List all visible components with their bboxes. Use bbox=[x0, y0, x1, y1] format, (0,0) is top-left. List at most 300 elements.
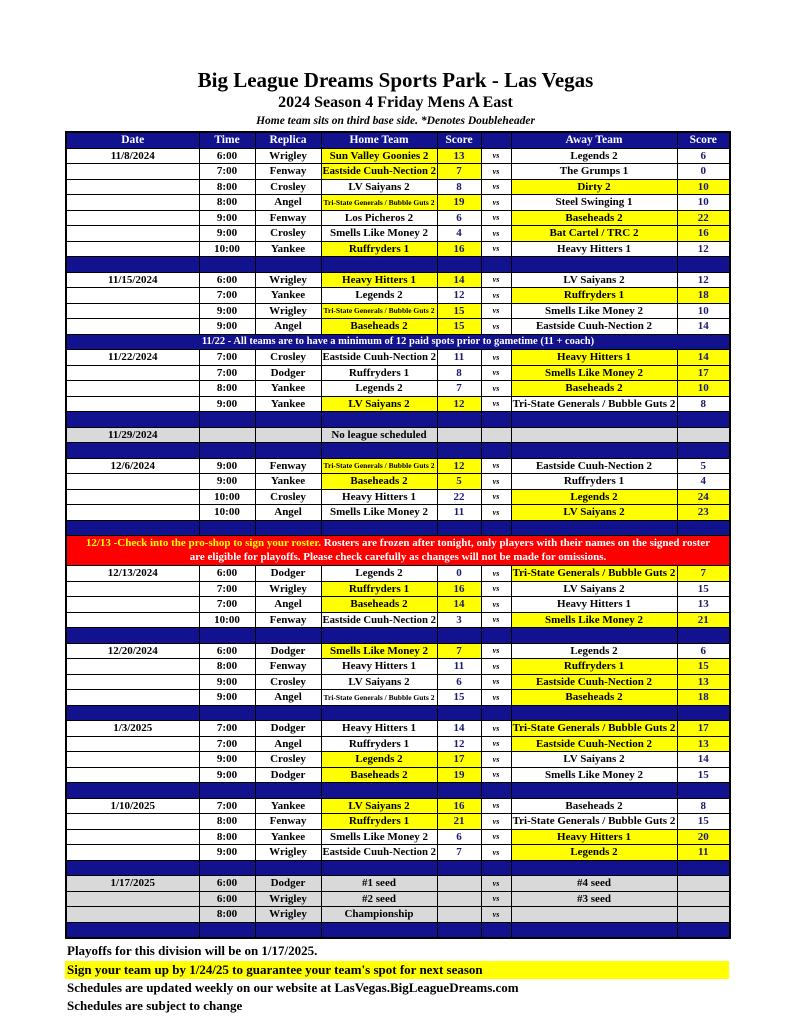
replica-cell: Angel bbox=[255, 195, 321, 211]
column-header-score: Score bbox=[437, 132, 481, 148]
home-score-cell: 12 bbox=[437, 736, 481, 752]
date-cell bbox=[66, 845, 199, 861]
time-cell: 6:00 bbox=[199, 891, 255, 907]
away-score-cell: 22 bbox=[677, 210, 730, 226]
divider-cell bbox=[677, 412, 730, 428]
home-team-cell: Heavy Hitters 1 bbox=[321, 721, 437, 737]
date-cell bbox=[66, 736, 199, 752]
away-score-cell: 20 bbox=[677, 829, 730, 845]
date-cell bbox=[66, 474, 199, 490]
divider-cell bbox=[255, 520, 321, 536]
vs-label: vs bbox=[481, 241, 511, 257]
away-team-cell: LV Saiyans 2 bbox=[511, 272, 677, 288]
replica-cell: Dodger bbox=[255, 566, 321, 582]
date-cell bbox=[66, 396, 199, 412]
time-cell: 10:00 bbox=[199, 489, 255, 505]
replica-cell: Yankee bbox=[255, 241, 321, 257]
away-score-cell: 13 bbox=[677, 736, 730, 752]
divider-cell bbox=[255, 443, 321, 459]
away-score-cell: 6 bbox=[677, 148, 730, 164]
signup-note: Sign your team up by 1/24/25 to guarantee your team's spot for next season bbox=[65, 961, 729, 979]
divider-cell bbox=[437, 705, 481, 721]
home-score-cell bbox=[437, 907, 481, 923]
home-score-cell: 21 bbox=[437, 814, 481, 830]
time-cell: 6:00 bbox=[199, 643, 255, 659]
date-cell: 11/15/2024 bbox=[66, 272, 199, 288]
home-team-cell: Tri-State Generals / Bubble Guts 2 bbox=[321, 458, 437, 474]
divider-cell bbox=[481, 257, 511, 273]
divider-cell bbox=[677, 257, 730, 273]
time-cell: 9:00 bbox=[199, 226, 255, 242]
vs-label: vs bbox=[481, 474, 511, 490]
divider-cell bbox=[255, 922, 321, 938]
divider-cell bbox=[437, 783, 481, 799]
home-team-cell: Baseheads 2 bbox=[321, 597, 437, 613]
time-cell: 7:00 bbox=[199, 288, 255, 304]
away-score-cell: 4 bbox=[677, 474, 730, 490]
game-row bbox=[66, 612, 730, 628]
away-score-cell: 8 bbox=[677, 798, 730, 814]
time-cell: 8:00 bbox=[199, 829, 255, 845]
subject-to-change-note: Schedules are subject to change bbox=[67, 998, 243, 1014]
divider-cell bbox=[481, 412, 511, 428]
away-team-cell: Ruffryders 1 bbox=[511, 474, 677, 490]
home-score-cell: 7 bbox=[437, 845, 481, 861]
away-team-cell: LV Saiyans 2 bbox=[511, 505, 677, 521]
date-cell: 1/3/2025 bbox=[66, 721, 199, 737]
divider-cell bbox=[321, 860, 437, 876]
vs-label: vs bbox=[481, 365, 511, 381]
time-cell: 9:00 bbox=[199, 474, 255, 490]
vs-label: vs bbox=[481, 195, 511, 211]
home-score-cell: 5 bbox=[437, 474, 481, 490]
replica-cell: Wrigley bbox=[255, 907, 321, 923]
divider-cell bbox=[321, 412, 437, 428]
date-cell: 11/29/2024 bbox=[66, 427, 199, 443]
column-header-home-team: Home Team bbox=[321, 132, 437, 148]
away-score-cell: 12 bbox=[677, 241, 730, 257]
replica-cell: Wrigley bbox=[255, 581, 321, 597]
date-cell bbox=[66, 164, 199, 180]
divider-row bbox=[66, 257, 730, 273]
date-cell: 11/22/2024 bbox=[66, 350, 199, 366]
date-cell bbox=[66, 612, 199, 628]
divider-cell bbox=[677, 922, 730, 938]
divider-cell bbox=[511, 520, 677, 536]
divider-cell bbox=[255, 257, 321, 273]
time-cell: 7:00 bbox=[199, 581, 255, 597]
replica-cell: Fenway bbox=[255, 210, 321, 226]
game-row bbox=[66, 381, 730, 397]
divider-cell bbox=[199, 412, 255, 428]
divider-cell bbox=[66, 443, 199, 459]
vs-label: vs bbox=[481, 659, 511, 675]
divider-cell bbox=[481, 443, 511, 459]
time-cell: 7:00 bbox=[199, 721, 255, 737]
replica-cell bbox=[255, 427, 321, 443]
away-team-cell: Heavy Hitters 1 bbox=[511, 597, 677, 613]
time-cell: 9:00 bbox=[199, 303, 255, 319]
date-cell: 11/8/2024 bbox=[66, 148, 199, 164]
column-header-away-team: Away Team bbox=[511, 132, 677, 148]
vs-label: vs bbox=[481, 845, 511, 861]
home-score-cell: 3 bbox=[437, 612, 481, 628]
game-row bbox=[66, 350, 730, 366]
time-cell: 10:00 bbox=[199, 505, 255, 521]
home-score-cell: 7 bbox=[437, 643, 481, 659]
away-score-cell: 18 bbox=[677, 288, 730, 304]
home-score-cell bbox=[437, 891, 481, 907]
away-score-cell: 8 bbox=[677, 396, 730, 412]
vs-label: vs bbox=[481, 829, 511, 845]
vs-label: vs bbox=[481, 674, 511, 690]
away-score-cell: 24 bbox=[677, 489, 730, 505]
time-cell: 7:00 bbox=[199, 350, 255, 366]
home-team-cell: Tri-State Generals / Bubble Guts 2 bbox=[321, 303, 437, 319]
date-cell bbox=[66, 907, 199, 923]
replica-cell: Fenway bbox=[255, 814, 321, 830]
vs-label: vs bbox=[481, 226, 511, 242]
divider-cell bbox=[255, 412, 321, 428]
roster-note: 12/13 -Check into the pro-shop to sign your roster. Rosters are frozen after tonight, only players with their names on the signed roster are eligible for playoffs. Please check carefully as changes will not be made for omissions. bbox=[66, 536, 730, 566]
date-cell bbox=[66, 891, 199, 907]
divider-cell bbox=[437, 860, 481, 876]
home-team-cell: Ruffryders 1 bbox=[321, 241, 437, 257]
away-team-cell: Tri-State Generals / Bubble Guts 2 bbox=[511, 396, 677, 412]
game-row bbox=[66, 674, 730, 690]
divider-cell bbox=[66, 520, 199, 536]
time-cell: 9:00 bbox=[199, 845, 255, 861]
divider-row bbox=[66, 783, 730, 799]
vs-label: vs bbox=[481, 907, 511, 923]
vs-label: vs bbox=[481, 381, 511, 397]
home-team-cell: Tri-State Generals / Bubble Guts 2 bbox=[321, 195, 437, 211]
away-team-cell: Eastside Cuuh-Nection 2 bbox=[511, 319, 677, 335]
time-cell: 9:00 bbox=[199, 210, 255, 226]
footer-notes bbox=[65, 942, 729, 1015]
date-cell bbox=[66, 690, 199, 706]
time-cell: 8:00 bbox=[199, 179, 255, 195]
replica-cell: Wrigley bbox=[255, 891, 321, 907]
note-row bbox=[66, 334, 730, 350]
home-team-cell: Tri-State Generals / Bubble Guts 2 bbox=[321, 690, 437, 706]
away-score-cell: 21 bbox=[677, 612, 730, 628]
divider-cell bbox=[321, 705, 437, 721]
home-team-cell: Baseheads 2 bbox=[321, 767, 437, 783]
date-cell bbox=[66, 210, 199, 226]
home-score-cell: 16 bbox=[437, 581, 481, 597]
game-row bbox=[66, 226, 730, 242]
away-team-cell: LV Saiyans 2 bbox=[511, 581, 677, 597]
divider-cell bbox=[437, 443, 481, 459]
vs-label: vs bbox=[481, 303, 511, 319]
away-score-cell: 14 bbox=[677, 752, 730, 768]
away-team-cell: Heavy Hitters 1 bbox=[511, 829, 677, 845]
away-team-cell: Smells Like Money 2 bbox=[511, 767, 677, 783]
time-cell: 9:00 bbox=[199, 690, 255, 706]
vs-label: vs bbox=[481, 876, 511, 892]
red-note-row bbox=[66, 536, 730, 566]
away-team-cell: Bat Cartel / TRC 2 bbox=[511, 226, 677, 242]
away-score-cell: 5 bbox=[677, 458, 730, 474]
home-score-cell: 12 bbox=[437, 288, 481, 304]
vs-label: vs bbox=[481, 505, 511, 521]
divider-row bbox=[66, 412, 730, 428]
home-score-cell: 6 bbox=[437, 674, 481, 690]
replica-cell: Crosley bbox=[255, 350, 321, 366]
time-cell: 6:00 bbox=[199, 566, 255, 582]
home-team-cell: Baseheads 2 bbox=[321, 474, 437, 490]
league-note: 11/22 - All teams are to have a minimum of 12 paid spots prior to gametime (11 + coach) bbox=[66, 334, 730, 350]
away-score-cell: 13 bbox=[677, 597, 730, 613]
divider-cell bbox=[199, 922, 255, 938]
date-cell bbox=[66, 752, 199, 768]
home-score-cell: 7 bbox=[437, 381, 481, 397]
replica-cell: Crosley bbox=[255, 752, 321, 768]
divider-cell bbox=[437, 257, 481, 273]
away-score-cell bbox=[677, 907, 730, 923]
playoff-row bbox=[66, 891, 730, 907]
date-cell bbox=[66, 381, 199, 397]
home-score-cell: 19 bbox=[437, 195, 481, 211]
home-score-cell: 14 bbox=[437, 597, 481, 613]
away-score-cell: 23 bbox=[677, 505, 730, 521]
time-cell bbox=[199, 427, 255, 443]
away-team-cell: Tri-State Generals / Bubble Guts 2 bbox=[511, 721, 677, 737]
time-cell: 6:00 bbox=[199, 876, 255, 892]
vs-label: vs bbox=[481, 690, 511, 706]
replica-cell: Fenway bbox=[255, 659, 321, 675]
divider-cell bbox=[511, 628, 677, 644]
header-row bbox=[66, 132, 730, 148]
vs-label: vs bbox=[481, 721, 511, 737]
divider-cell bbox=[511, 783, 677, 799]
divider-cell bbox=[677, 520, 730, 536]
vs-label: vs bbox=[481, 210, 511, 226]
game-row bbox=[66, 767, 730, 783]
vs-label: vs bbox=[481, 489, 511, 505]
away-score-cell: 18 bbox=[677, 690, 730, 706]
away-team-cell bbox=[511, 907, 677, 923]
divider-cell bbox=[511, 412, 677, 428]
column-header-score: Score bbox=[677, 132, 730, 148]
home-team-cell: LV Saiyans 2 bbox=[321, 674, 437, 690]
home-score-cell: 16 bbox=[437, 241, 481, 257]
home-team-cell: LV Saiyans 2 bbox=[321, 396, 437, 412]
home-team-cell: #1 seed bbox=[321, 876, 437, 892]
replica-cell: Fenway bbox=[255, 612, 321, 628]
home-team-cell: Legends 2 bbox=[321, 566, 437, 582]
replica-cell: Angel bbox=[255, 597, 321, 613]
divider-cell bbox=[481, 922, 511, 938]
game-row bbox=[66, 319, 730, 335]
home-team-cell: Eastside Cuuh-Nection 2 bbox=[321, 612, 437, 628]
vs-label: vs bbox=[481, 798, 511, 814]
time-cell: 10:00 bbox=[199, 612, 255, 628]
game-row bbox=[66, 659, 730, 675]
divider-cell bbox=[66, 783, 199, 799]
home-score-cell: 6 bbox=[437, 210, 481, 226]
away-team-cell: Baseheads 2 bbox=[511, 381, 677, 397]
divider-cell bbox=[481, 628, 511, 644]
date-cell bbox=[66, 489, 199, 505]
away-score-cell: 7 bbox=[677, 566, 730, 582]
game-row bbox=[66, 597, 730, 613]
replica-cell: Wrigley bbox=[255, 845, 321, 861]
time-cell: 8:00 bbox=[199, 381, 255, 397]
game-row bbox=[66, 643, 730, 659]
divider-row bbox=[66, 443, 730, 459]
game-row bbox=[66, 396, 730, 412]
away-score-cell: 10 bbox=[677, 179, 730, 195]
game-row bbox=[66, 581, 730, 597]
home-team-cell: Eastside Cuuh-Nection 2 bbox=[321, 845, 437, 861]
divider-cell bbox=[321, 628, 437, 644]
game-row bbox=[66, 458, 730, 474]
home-team-cell: Smells Like Money 2 bbox=[321, 505, 437, 521]
column-header-vs bbox=[481, 132, 511, 148]
date-cell bbox=[66, 505, 199, 521]
date-cell: 12/13/2024 bbox=[66, 566, 199, 582]
home-team-cell: Eastside Cuuh-Nection 2 bbox=[321, 350, 437, 366]
away-team-cell: Tri-State Generals / Bubble Guts 2 bbox=[511, 566, 677, 582]
away-team-cell: Tri-State Generals / Bubble Guts 2 bbox=[511, 814, 677, 830]
game-row bbox=[66, 489, 730, 505]
home-team-cell: Heavy Hitters 1 bbox=[321, 489, 437, 505]
home-score-cell: 22 bbox=[437, 489, 481, 505]
away-team-cell bbox=[511, 427, 677, 443]
replica-cell: Yankee bbox=[255, 396, 321, 412]
vs-label: vs bbox=[481, 148, 511, 164]
home-score-cell: 15 bbox=[437, 319, 481, 335]
away-team-cell: The Grumps 1 bbox=[511, 164, 677, 180]
vs-label: vs bbox=[481, 319, 511, 335]
away-team-cell: #3 seed bbox=[511, 891, 677, 907]
date-cell: 12/20/2024 bbox=[66, 643, 199, 659]
divider-cell bbox=[199, 520, 255, 536]
no-league-row bbox=[66, 427, 730, 443]
time-cell: 9:00 bbox=[199, 458, 255, 474]
vs-label: vs bbox=[481, 612, 511, 628]
home-team-cell: Ruffryders 1 bbox=[321, 736, 437, 752]
replica-cell: Crosley bbox=[255, 179, 321, 195]
divider-cell bbox=[481, 520, 511, 536]
replica-cell: Angel bbox=[255, 690, 321, 706]
away-team-cell: Ruffryders 1 bbox=[511, 659, 677, 675]
home-score-cell: 0 bbox=[437, 566, 481, 582]
date-cell bbox=[66, 195, 199, 211]
home-score-cell: 8 bbox=[437, 365, 481, 381]
home-team-cell: Heavy Hitters 1 bbox=[321, 659, 437, 675]
vs-label: vs bbox=[481, 752, 511, 768]
game-row bbox=[66, 845, 730, 861]
game-row bbox=[66, 303, 730, 319]
replica-cell: Dodger bbox=[255, 365, 321, 381]
home-score-cell: 11 bbox=[437, 350, 481, 366]
time-cell: 7:00 bbox=[199, 736, 255, 752]
time-cell: 7:00 bbox=[199, 798, 255, 814]
divider-cell bbox=[199, 860, 255, 876]
away-team-cell: Legends 2 bbox=[511, 845, 677, 861]
date-cell bbox=[66, 179, 199, 195]
replica-cell: Crosley bbox=[255, 674, 321, 690]
game-row bbox=[66, 690, 730, 706]
replica-cell: Dodger bbox=[255, 767, 321, 783]
home-score-cell: 16 bbox=[437, 798, 481, 814]
away-score-cell: 15 bbox=[677, 767, 730, 783]
home-team-cell: LV Saiyans 2 bbox=[321, 798, 437, 814]
replica-cell: Dodger bbox=[255, 643, 321, 659]
date-cell bbox=[66, 814, 199, 830]
divider-cell bbox=[321, 520, 437, 536]
date-cell bbox=[66, 674, 199, 690]
game-row bbox=[66, 798, 730, 814]
date-cell bbox=[66, 241, 199, 257]
vs-label: vs bbox=[481, 458, 511, 474]
home-team-cell: LV Saiyans 2 bbox=[321, 179, 437, 195]
vs-label: vs bbox=[481, 643, 511, 659]
away-team-cell: Baseheads 2 bbox=[511, 690, 677, 706]
time-cell: 8:00 bbox=[199, 814, 255, 830]
divider-cell bbox=[437, 922, 481, 938]
divider-cell bbox=[511, 922, 677, 938]
divider-cell bbox=[199, 705, 255, 721]
divider-cell bbox=[437, 412, 481, 428]
date-cell bbox=[66, 767, 199, 783]
vs-cell bbox=[481, 427, 511, 443]
home-team-cell: Smells Like Money 2 bbox=[321, 643, 437, 659]
divider-cell bbox=[321, 783, 437, 799]
divider-cell bbox=[199, 783, 255, 799]
game-row bbox=[66, 752, 730, 768]
away-team-cell: Legends 2 bbox=[511, 489, 677, 505]
divider-cell bbox=[255, 628, 321, 644]
time-cell: 6:00 bbox=[199, 272, 255, 288]
away-score-cell bbox=[677, 427, 730, 443]
date-cell bbox=[66, 659, 199, 675]
divider-cell bbox=[66, 412, 199, 428]
away-score-cell: 17 bbox=[677, 721, 730, 737]
divider-cell bbox=[255, 860, 321, 876]
time-cell: 9:00 bbox=[199, 767, 255, 783]
home-score-cell: 15 bbox=[437, 303, 481, 319]
away-team-cell: Steel Swinging 1 bbox=[511, 195, 677, 211]
away-score-cell: 17 bbox=[677, 365, 730, 381]
game-row bbox=[66, 210, 730, 226]
game-row bbox=[66, 736, 730, 752]
away-team-cell: Legends 2 bbox=[511, 643, 677, 659]
vs-label: vs bbox=[481, 767, 511, 783]
away-team-cell: Eastside Cuuh-Nection 2 bbox=[511, 458, 677, 474]
date-cell: 1/17/2025 bbox=[66, 876, 199, 892]
home-score-cell: 12 bbox=[437, 458, 481, 474]
time-cell: 7:00 bbox=[199, 164, 255, 180]
away-team-cell: Heavy Hitters 1 bbox=[511, 350, 677, 366]
divider-cell bbox=[481, 705, 511, 721]
divider-cell bbox=[511, 705, 677, 721]
divider-row bbox=[66, 860, 730, 876]
home-score-cell: 4 bbox=[437, 226, 481, 242]
playoff-row bbox=[66, 876, 730, 892]
home-team-cell: Smells Like Money 2 bbox=[321, 829, 437, 845]
divider-cell bbox=[511, 257, 677, 273]
divider-cell bbox=[511, 443, 677, 459]
vs-label: vs bbox=[481, 736, 511, 752]
time-cell: 9:00 bbox=[199, 752, 255, 768]
vs-label: vs bbox=[481, 566, 511, 582]
replica-cell: Yankee bbox=[255, 474, 321, 490]
game-row bbox=[66, 721, 730, 737]
